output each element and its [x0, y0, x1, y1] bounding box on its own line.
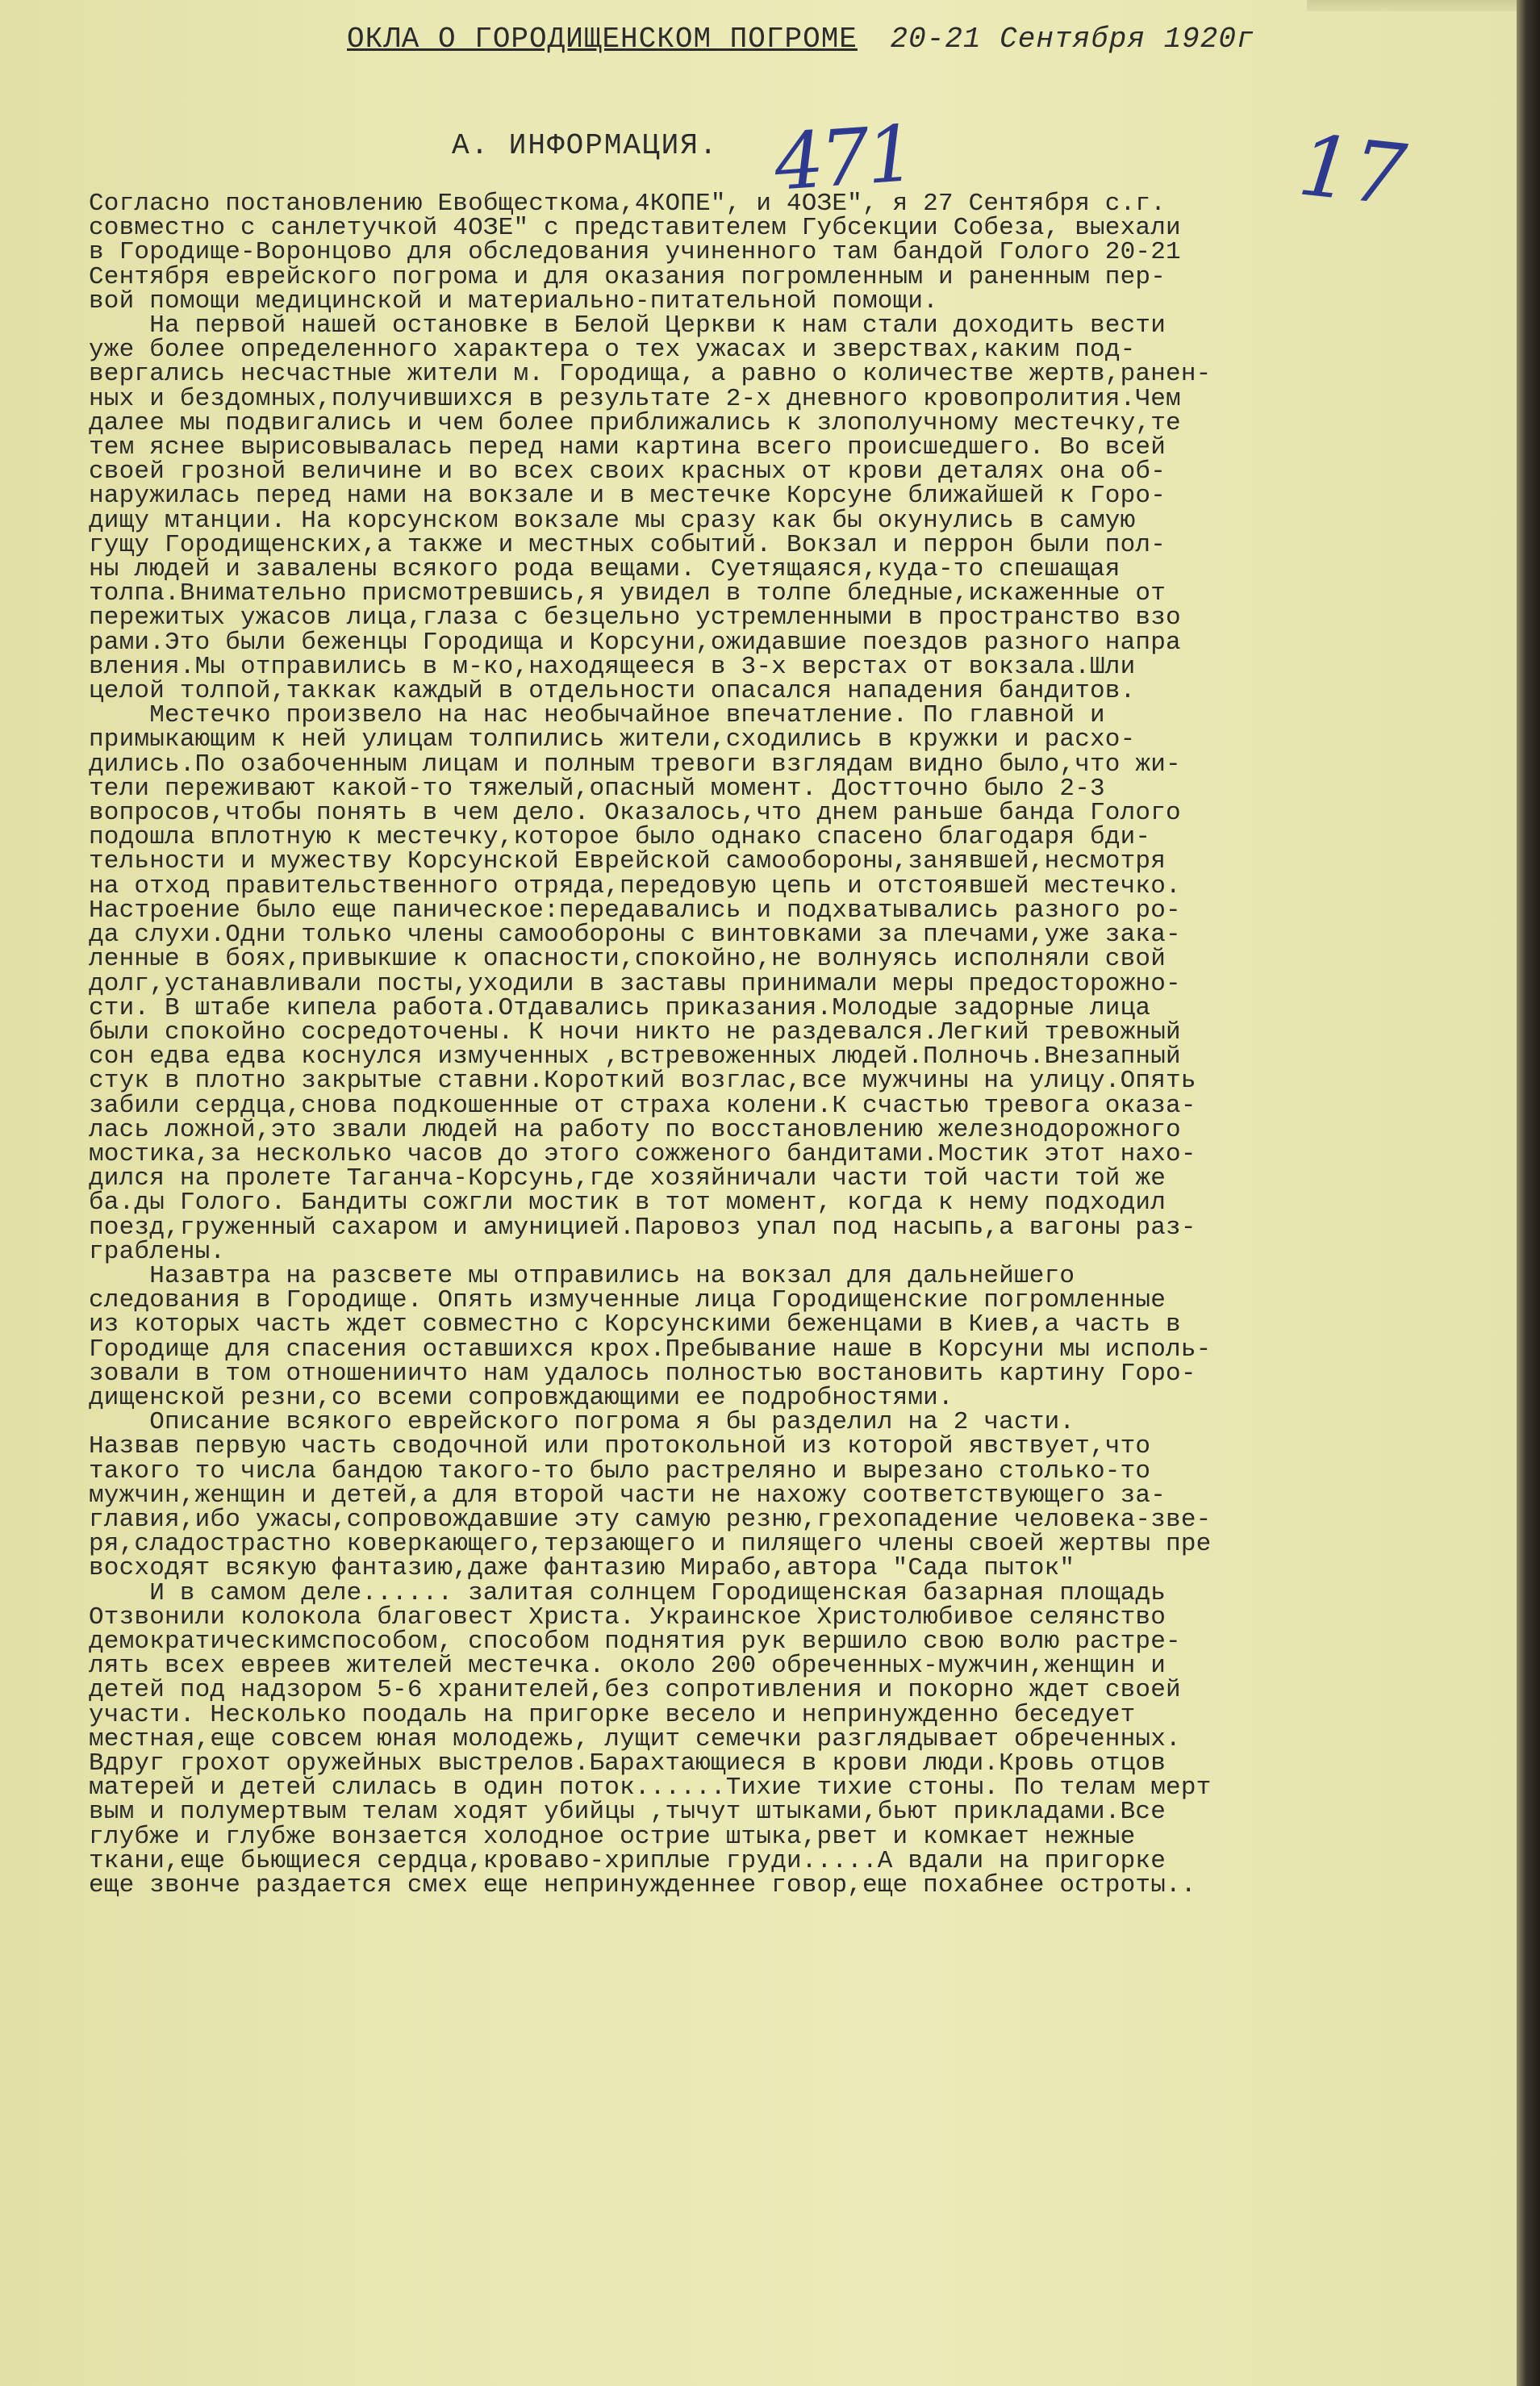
text-line: ных и бездомных,получившихся в результате 2-х дневного кровопролития.Чем [89, 384, 1181, 413]
text-line: мужчин,женщин и детей,а для второй части не нахожу соответствующего за- [89, 1481, 1166, 1510]
text-line: местная,еще совсем юная молодежь, лущит семечки разглядывает обреченных. [89, 1724, 1181, 1753]
text-line: сон едва едва коснулся измученных ,встревоженных людей.Полночь.Внезапный [89, 1043, 1181, 1072]
text-line: восходят всякую фантазию,даже фантазию Мирабо,автора "Сада пыток" [89, 1554, 1075, 1583]
text-line: вергались несчастные жители м. Городища, а равно о количестве жертв,ранен- [89, 360, 1212, 389]
text-line: дился на пролете Таганча-Корсунь,где хозяйничали части той части той же [89, 1164, 1166, 1193]
text-line: рами.Это были беженцы Городища и Корсуни,ожидавшие поездов разного напра [89, 628, 1181, 657]
text-line: демократическимспособом, способом поднятия рук вершило свою волю растре- [89, 1627, 1181, 1656]
text-line: пережитых ужасов лица,глаза с безцельно устремленными в пространство взо [89, 604, 1181, 633]
text-line: такого то числа бандою такого-то было растреляно и вырезано столько-то [89, 1456, 1151, 1486]
text-line: лась ложной,это звали людей на работу по восстановлению железнодорожного [89, 1115, 1181, 1144]
text-line: дищенской резни,со всеми сопровждающими ее подробностями. [89, 1383, 954, 1412]
text-line: примыкающим к ней улицам толпились жители,сходились в кружки и расхо- [89, 725, 1136, 754]
text-line: детей под надзором 5-6 хранителей,без сопротивления и покорно ждет своей [89, 1676, 1181, 1705]
text-line: стук в плотно закрытые ставни.Короткий возглас,все мужчины на улицу.Опять [89, 1067, 1196, 1096]
text-line: ны людей и завалены всякого рода вещами. Суетящаяся,куда-то спешащая [89, 555, 1121, 584]
text-line: Настроение было еще паническое:передавались и подхватывались разного ро- [89, 896, 1181, 925]
text-line: дищу мтанции. На корсунском вокзале мы сразу как бы окунулись в самую [89, 506, 1136, 535]
text-line: вопросов,чтобы понять в чем дело. Оказалось,что днем раньше банда Голого [89, 799, 1181, 828]
text-line: наружилась перед нами на вокзале и в местечке Корсуне ближайшей к Горо- [89, 482, 1166, 511]
text-line: ба.ды Голого. Бандиты сожгли мостик в тот момент, когда к нему подходил [89, 1189, 1166, 1218]
text-line: Описание всякого еврейского погрома я бы разделил на 2 части. [89, 1408, 1075, 1437]
text-line: да слухи.Одни только члены самообороны с винтовками за плечами,уже зака- [89, 921, 1181, 950]
text-line: тели переживают какой-то тяжелый,опасный момент. Достточно было 2-3 [89, 774, 1105, 803]
text-line: поезд,груженный сахаром и амуницией.Паровоз упал под насыпь,а вагоны раз- [89, 1213, 1196, 1242]
text-line: тем яснее вырисовывалась перед нами картина всего происшедшего. Во всей [89, 433, 1166, 462]
section-heading: А. ИНФОРМАЦИЯ. [452, 129, 719, 162]
text-line: были спокойно сосредоточены. К ночи никто не раздевался.Легкий тревожный [89, 1017, 1181, 1047]
text-line: ленные в боях,привыкшие к опасности,спокойно,не волнуясь исполняли свой [89, 945, 1166, 974]
text-line: тельности и мужеству Корсунской Еврейской самообороны,занявшей,несмотря [89, 847, 1166, 876]
text-line: лять всех евреев жителей местечка. около 200 обреченных-мужчин,женщин и [89, 1652, 1166, 1681]
text-line: Сентября еврейского погрома и для оказания погромленным и раненным пер- [89, 262, 1166, 291]
text-line: Отзвонили колокола благовест Христа. Украинское Христолюбивое селянство [89, 1603, 1166, 1632]
scan-edge [1517, 0, 1540, 2386]
text-line: вым и полумертвым телам ходят убийцы ,тычут штыками,бьют прикладами.Все [89, 1798, 1166, 1827]
text-line: забили сердца,снова подкошенные от страха колени.К счастью тревога оказа- [89, 1091, 1196, 1120]
text-line: матерей и детей слилась в один поток......Тихие тихие стоны. По телам мерт [89, 1774, 1212, 1803]
text-line: И в самом деле...... залитая солнцем Городищенская базарная площадь [89, 1578, 1166, 1607]
text-line: долг,устанавливали посты,уходили в заставы принимали меры предосторожно- [89, 969, 1181, 998]
text-line: глубже и глубже вонзается холодное острие штыка,рвет и комкает нежные [89, 1822, 1136, 1851]
text-line: мостика,за несколько часов до этого сожженого бандитами.Мостик этот нахо- [89, 1139, 1196, 1168]
text-line: дились.По озабоченным лицам и полным тревоги взглядам видно было,что жи- [89, 750, 1181, 779]
text-line: целой толпой,таккак каждый в отдельности опасался нападения бандитов. [89, 677, 1136, 706]
sheet-edge [1307, 0, 1517, 11]
text-line: толпа.Внимательно присмотревшись,я увидел в толпе бледные,искаженные от [89, 579, 1166, 608]
text-line: из которых часть ждет совместно с Корсунскими беженцами в Киев,а часть в [89, 1310, 1181, 1339]
document-title-main: ОКЛА О ГОРОДИЩЕНСКОМ ПОГРОМЕ [347, 23, 858, 56]
text-line: ря,сладострастно коверкающего,терзающего и пилящего члены своей жертвы пре [89, 1530, 1212, 1559]
document-title-date: 20-21 Сентября 1920г [890, 23, 1255, 56]
text-line: Городище для спасения оставшихся крох.Пребывание наше в Корсуни мы исполь- [89, 1335, 1212, 1364]
text-line: своей грозной величине и во всех своих красных от крови деталях она об- [89, 458, 1166, 487]
text-line: ткани,еще бьющиеся сердца,кроваво-хриплые груди.....А вдали на пригорке [89, 1846, 1166, 1875]
text-line: гущу Городищенских,а также и местных событий. Вокзал и перрон были пол- [89, 530, 1166, 559]
text-line: сти. В штабе кипела работа.Отдавались приказания.Молодые задорные лица [89, 993, 1151, 1022]
text-line: совместно с санлетучкой 4ОЗЕ" с представителем Губсекции Собеза, выехали [89, 214, 1181, 243]
handwritten-page-number: 17 [1293, 115, 1411, 225]
text-line: вления.Мы отправились в м-ко,находящееся в 3-х верстах от вокзала.Шли [89, 652, 1136, 681]
document-body [89, 192, 1509, 1898]
text-line: участи. Несколько поодаль на пригорке весело и непринужденно беседует [89, 1700, 1136, 1729]
document-title [347, 23, 1255, 56]
text-line: Вдруг грохот оружейных выстрелов.Барахтающиеся в крови люди.Кровь отцов [89, 1749, 1166, 1778]
text-line: в Городище-Воронцово для обследования учиненного там бандой Голого 20-21 [89, 238, 1181, 267]
text-line: подошла вплотную к местечку,которое было однако спасено благодаря бди- [89, 823, 1151, 852]
text-line: еще звонче раздается смех еще непринужденнее говор,еще похабнее остроты.. [89, 1871, 1196, 1900]
text-line: Назавтра на разсвете мы отправились на вокзал для дальнейшего [89, 1261, 1075, 1290]
text-line: зовали в том отношениичто нам удалось полностью востановить картину Горо- [89, 1359, 1196, 1388]
text-line: главия,ибо ужасы,сопровождавшие эту самую резню,грехопадение человека-зве- [89, 1505, 1212, 1534]
text-line: Местечко произвело на нас необычайное впечатление. По главной и [89, 701, 1105, 730]
text-line: уже более определенного характера о тех ужасах и зверствах,каким под- [89, 336, 1136, 365]
text-line: на отход правительственного отряда,передовую цепь и отстоявшей местечко. [89, 871, 1181, 900]
text-line: далее мы подвигались и чем более приближались к злополучному местечку,те [89, 408, 1181, 437]
text-line: вой помощи медицинской и материально-питательной помощи. [89, 286, 938, 315]
handwritten-archive-number: 471 [771, 108, 916, 208]
text-line: На первой нашей остановке в Белой Церкви к нам стали доходить вести [89, 311, 1166, 341]
text-line: Согласно постановлению Евобщесткома,4КОПЕ", и 4ОЗЕ", я 27 Сентября с.г. [89, 190, 1166, 218]
text-line: граблены. [89, 1237, 226, 1266]
text-line: Назвав первую часть сводочной или протокольной из которой явствует,что [89, 1432, 1151, 1461]
text-line: следования в Городище. Опять измученные лица Городищенские погромленные [89, 1286, 1166, 1315]
